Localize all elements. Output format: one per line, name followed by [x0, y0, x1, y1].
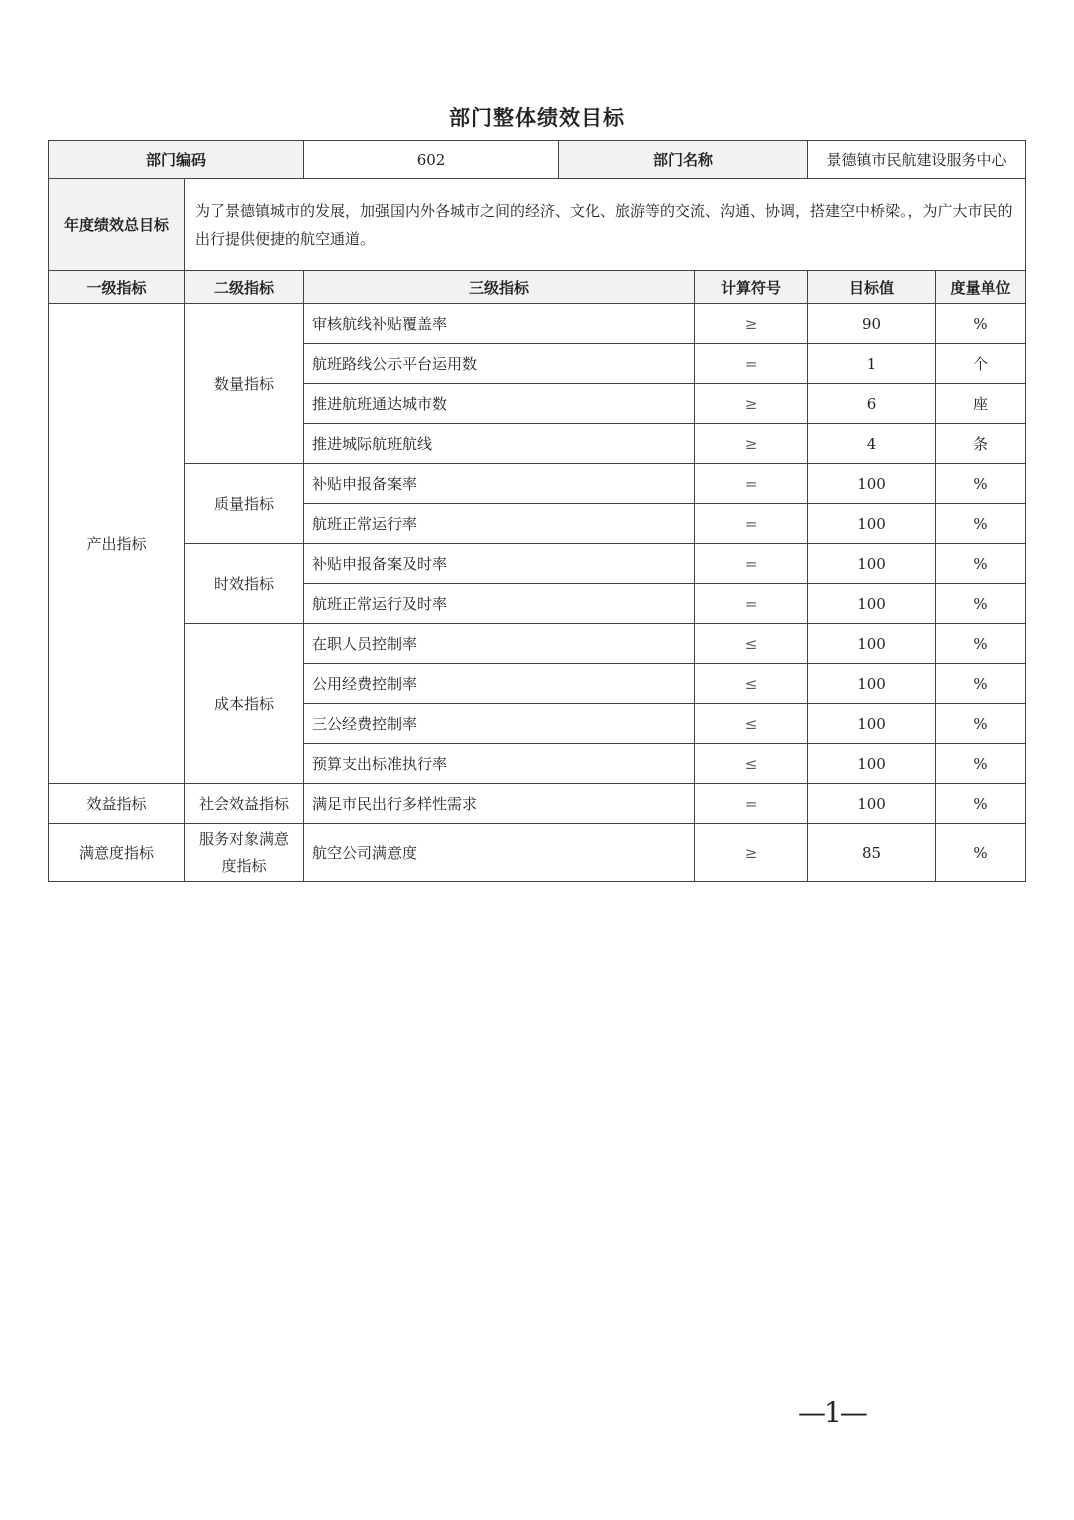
indicator-name: 在职人员控制率: [304, 624, 695, 664]
indicator-name: 推进城际航班航线: [304, 424, 695, 464]
table-row: [49, 304, 1026, 344]
indicator-symbol: =: [695, 584, 808, 624]
indicator-value: 100: [808, 544, 936, 584]
indicator-symbol: =: [695, 344, 808, 384]
indicator-name: 预算支出标准执行率: [304, 744, 695, 784]
level2-quality: 质量指标: [185, 464, 304, 544]
indicator-symbol: ≤: [695, 664, 808, 704]
level2-social: 社会效益指标: [185, 784, 304, 824]
indicator-unit: %: [936, 544, 1026, 584]
indicator-value: 1: [808, 344, 936, 384]
indicator-unit: %: [936, 304, 1026, 344]
indicator-symbol: =: [695, 504, 808, 544]
header-symbol: 计算符号: [695, 271, 808, 304]
indicator-name: 航空公司满意度: [304, 824, 695, 882]
indicator-name: 三公经费控制率: [304, 704, 695, 744]
indicator-value: 100: [808, 624, 936, 664]
performance-table: [48, 140, 1026, 882]
page-number: —1—: [798, 1396, 866, 1429]
indicator-symbol: ≤: [695, 704, 808, 744]
indicator-name: 补贴申报备案及时率: [304, 544, 695, 584]
indicator-name: 推进航班通达城市数: [304, 384, 695, 424]
indicator-value: 100: [808, 704, 936, 744]
dept-info-row: [49, 141, 1026, 179]
indicator-value: 90: [808, 304, 936, 344]
indicator-unit: %: [936, 464, 1026, 504]
header-target: 目标值: [808, 271, 936, 304]
indicator-symbol: ≥: [695, 424, 808, 464]
indicator-symbol: ≥: [695, 384, 808, 424]
indicator-unit: %: [936, 784, 1026, 824]
level2-quantity: 数量指标: [185, 304, 304, 464]
table-row: [49, 824, 1026, 882]
header-level3: 三级指标: [304, 271, 695, 304]
goal-label: 年度绩效总目标: [49, 179, 185, 271]
indicator-unit: %: [936, 824, 1026, 882]
indicator-name: 航班正常运行及时率: [304, 584, 695, 624]
indicator-name: 航班路线公示平台运用数: [304, 344, 695, 384]
table-row: [49, 784, 1026, 824]
indicator-value: 100: [808, 464, 936, 504]
indicator-name: 公用经费控制率: [304, 664, 695, 704]
indicator-value: 6: [808, 384, 936, 424]
indicator-value: 85: [808, 824, 936, 882]
goal-text: 为了景德镇城市的发展，加强国内外各城市之间的经济、文化、旅游等的交流、沟通、协调，搭建空中桥梁。，为广大市民的出行提供便捷的航空通道。: [185, 179, 1026, 271]
table-row: [49, 624, 1026, 664]
indicator-value: 4: [808, 424, 936, 464]
indicator-symbol: ≥: [695, 824, 808, 882]
level1-output: 产出指标: [49, 304, 185, 784]
indicator-unit: 个: [936, 344, 1026, 384]
indicator-name: 满足市民出行多样性需求: [304, 784, 695, 824]
table-row: [49, 464, 1026, 504]
header-row: [49, 271, 1026, 304]
indicator-unit: 条: [936, 424, 1026, 464]
indicator-value: 100: [808, 664, 936, 704]
indicator-unit: %: [936, 584, 1026, 624]
indicator-unit: %: [936, 744, 1026, 784]
indicator-unit: 座: [936, 384, 1026, 424]
level2-cost: 成本指标: [185, 624, 304, 784]
indicator-symbol: =: [695, 464, 808, 504]
level2-timeliness: 时效指标: [185, 544, 304, 624]
indicator-symbol: ≤: [695, 624, 808, 664]
indicator-unit: %: [936, 664, 1026, 704]
header-level1: 一级指标: [49, 271, 185, 304]
header-level2: 二级指标: [185, 271, 304, 304]
table-row: [49, 544, 1026, 584]
indicator-unit: %: [936, 624, 1026, 664]
level1-benefit: 效益指标: [49, 784, 185, 824]
level1-satisfaction: 满意度指标: [49, 824, 185, 882]
page-title: 部门整体绩效目标: [449, 106, 625, 130]
dept-code-label: 部门编码: [49, 141, 304, 179]
level2-service: 服务对象满意度指标: [185, 824, 304, 882]
indicator-value: 100: [808, 504, 936, 544]
indicator-unit: %: [936, 504, 1026, 544]
dept-code-value: 602: [304, 141, 559, 179]
indicator-unit: %: [936, 704, 1026, 744]
dept-name-label: 部门名称: [559, 141, 808, 179]
indicator-name: 补贴申报备案率: [304, 464, 695, 504]
indicator-name: 航班正常运行率: [304, 504, 695, 544]
dept-name-value: 景德镇市民航建设服务中心: [808, 141, 1026, 179]
header-unit: 度量单位: [936, 271, 1026, 304]
indicator-name: 审核航线补贴覆盖率: [304, 304, 695, 344]
indicator-value: 100: [808, 744, 936, 784]
indicator-value: 100: [808, 784, 936, 824]
indicator-symbol: =: [695, 544, 808, 584]
goal-row: [49, 179, 1026, 271]
indicator-symbol: =: [695, 784, 808, 824]
indicator-symbol: ≥: [695, 304, 808, 344]
indicator-symbol: ≤: [695, 744, 808, 784]
indicator-value: 100: [808, 584, 936, 624]
